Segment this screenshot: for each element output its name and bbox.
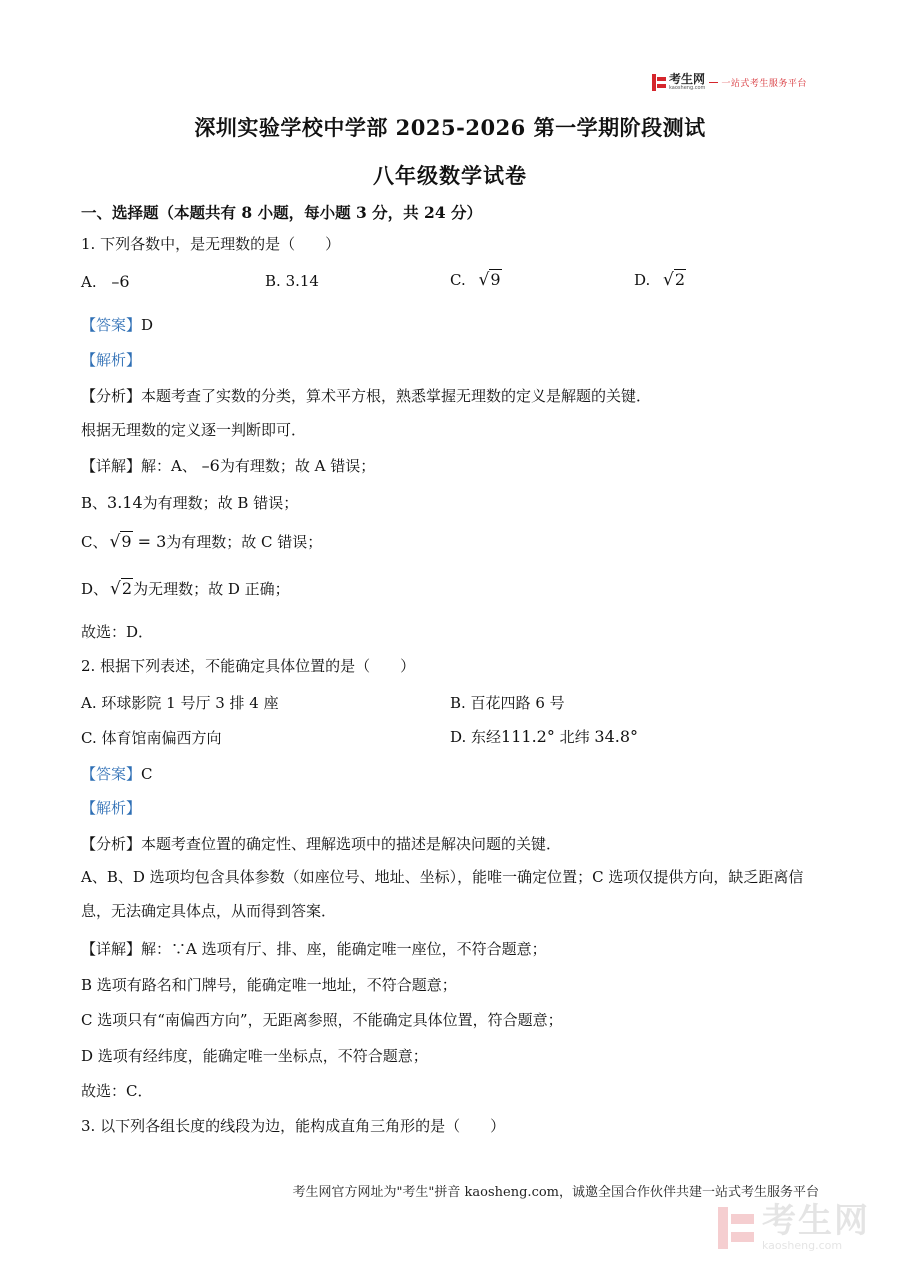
answer-tag: 【答案】 xyxy=(81,316,142,334)
q1-xiangjie-c-pre: C、 xyxy=(81,533,108,551)
q1-xiangjie-a-post: 为有理数；故 A 错误； xyxy=(219,457,376,475)
q1-xiangjie-d-pre: D、 xyxy=(81,580,109,598)
logo-brand-cn: 考生网 xyxy=(669,72,706,86)
q2-option-d-latitude: 34.8° xyxy=(594,727,639,746)
q1-answer-value: D xyxy=(141,316,154,334)
q1-option-c xyxy=(450,270,502,290)
q3-stem: 3. 以下列各组长度的线段为边，能构成直角三角形的是（ ） xyxy=(81,1117,506,1135)
q1-fenxi-2: 根据无理数的定义逐一判断即可． xyxy=(81,421,307,439)
sqrt-symbol: √9 xyxy=(109,532,132,552)
header-logo xyxy=(652,73,807,91)
xiangjie-tag: 【详解】 xyxy=(81,940,142,958)
q2-fenxi-2: A、B、D 选项均包含具体参数（如座位号、地址、坐标），能唯一确定位置；C 选项仅提供方向，缺乏距离信息，无法确定具体点，从而得到答案． xyxy=(81,868,804,920)
watermark-cn: 考生网 xyxy=(762,1201,870,1241)
q1-xiangjie-d xyxy=(81,578,290,599)
q1-option-c-radicand: 9 xyxy=(490,270,501,289)
q2-xiangjie-text: 解：∵A 选项有厅、排、座，能确定唯一座位，不符合题意； xyxy=(141,940,547,958)
q1-xiangjie-a xyxy=(81,455,375,476)
q2-option-d xyxy=(450,726,638,747)
q2-answer xyxy=(81,763,153,784)
q2-conclusion: 故选：C． xyxy=(81,1082,153,1100)
q2-analysis-tag: 【解析】 xyxy=(81,799,142,817)
q1-option-b xyxy=(265,272,319,290)
q2-stem: 2. 根据下列表述，不能确定具体位置的是（ ） xyxy=(81,657,416,675)
exam-subtitle: 八年级数学试卷 xyxy=(373,163,527,188)
section-heading: 一、选择题（本题共有 8 小题，每小题 3 分，共 24 分） xyxy=(81,203,483,222)
q1-answer xyxy=(81,314,153,335)
q2-line-b: B 选项有路名和门牌号，能确定唯一地址，不符合题意； xyxy=(81,976,457,994)
kaosheng-logo-icon xyxy=(652,74,666,91)
q2-option-a: A. 环球影院 1 号厅 3 排 4 座 xyxy=(81,694,279,712)
q1-xiangjie-d-radicand: 2 xyxy=(121,579,133,598)
answer-tag: 【答案】 xyxy=(81,765,142,783)
q2-option-d-longitude: 111.2° xyxy=(501,727,555,746)
xiangjie-tag: 【详解】 xyxy=(81,457,142,475)
q1-option-d xyxy=(634,270,686,290)
sqrt-symbol: √9 xyxy=(478,270,501,290)
q2-option-b: B. 百花四路 6 号 xyxy=(450,694,565,712)
q1-option-a-label: A. xyxy=(81,273,97,291)
q1-xiangjie-a-pre: 解：A、 xyxy=(141,457,197,475)
q2-line-c: C 选项只有“南偏西方向”，无距离参照，不能确定具体位置，符合题意； xyxy=(81,1011,563,1029)
q1-xiangjie-c-radicand: 9 xyxy=(121,532,132,551)
q1-option-a xyxy=(81,272,130,291)
watermark-en: kaosheng.com xyxy=(762,1239,843,1252)
q2-option-d-mid: 北纬 xyxy=(554,728,595,746)
q1-option-b-label: B. xyxy=(265,272,281,290)
watermark xyxy=(718,1201,870,1252)
q2-fenxi-text: 本题考查位置的确定性、理解选项中的描述是解决问题的关键． xyxy=(141,835,562,853)
q1-option-c-label: C. xyxy=(450,271,466,289)
q1-xiangjie-b xyxy=(81,492,298,513)
q2-answer-value: C xyxy=(141,765,153,783)
q1-option-a-value: –6 xyxy=(111,272,130,291)
q1-conclusion: 故选：D． xyxy=(81,623,154,641)
q1-stem: 1. 下列各数中，是无理数的是（ ） xyxy=(81,235,341,253)
q1-xiangjie-b-pre: B、 xyxy=(81,494,108,512)
sqrt-symbol: √2 xyxy=(663,270,686,290)
q1-xiangjie-a-num: –6 xyxy=(201,456,220,475)
q1-xiangjie-c-eq: = 3 xyxy=(132,532,167,551)
q1-option-b-value: 3.14 xyxy=(285,272,319,290)
q2-option-d-pre: D. 东经 xyxy=(450,728,502,746)
q2-xiangjie xyxy=(81,938,547,959)
q1-option-d-label: D. xyxy=(634,271,651,289)
q1-xiangjie-b-post: 为有理数；故 B 错误； xyxy=(142,494,299,512)
q1-fenxi xyxy=(81,385,651,406)
q1-xiangjie-c xyxy=(81,531,322,552)
exam-title: 深圳实验学校中学部 2025-2026 第一学期阶段测试 xyxy=(194,115,706,140)
kaosheng-watermark-icon xyxy=(718,1207,754,1249)
logo-divider xyxy=(709,82,718,83)
q1-xiangjie-c-post: 为有理数；故 C 错误； xyxy=(166,533,323,551)
q1-option-d-radicand: 2 xyxy=(674,270,686,289)
q2-fenxi xyxy=(81,833,561,854)
q1-analysis-tag: 【解析】 xyxy=(81,351,142,369)
q1-xiangjie-b-num: 3.14 xyxy=(107,493,143,512)
q2-option-c: C. 体育馆南偏西方向 xyxy=(81,729,222,747)
q1-fenxi-text: 本题考查了实数的分类，算术平方根，熟悉掌握无理数的定义是解题的关键． xyxy=(141,387,652,405)
page-footer: 考生网官方网址为"考生"拼音 kaosheng.com，诚邀全国合作伙伴共建一站式考生服务平台 xyxy=(292,1185,819,1200)
q2-line-d: D 选项有经纬度，能确定唯一坐标点，不符合题意； xyxy=(81,1047,428,1065)
logo-brand-en: kaosheng.com xyxy=(669,85,706,91)
q1-xiangjie-d-post: 为无理数；故 D 正确； xyxy=(133,580,290,598)
logo-slogan: 一站式考生服务平台 xyxy=(721,78,807,89)
fenxi-tag: 【分析】 xyxy=(81,835,142,853)
fenxi-tag: 【分析】 xyxy=(81,387,142,405)
sqrt-symbol: √2 xyxy=(110,579,133,599)
